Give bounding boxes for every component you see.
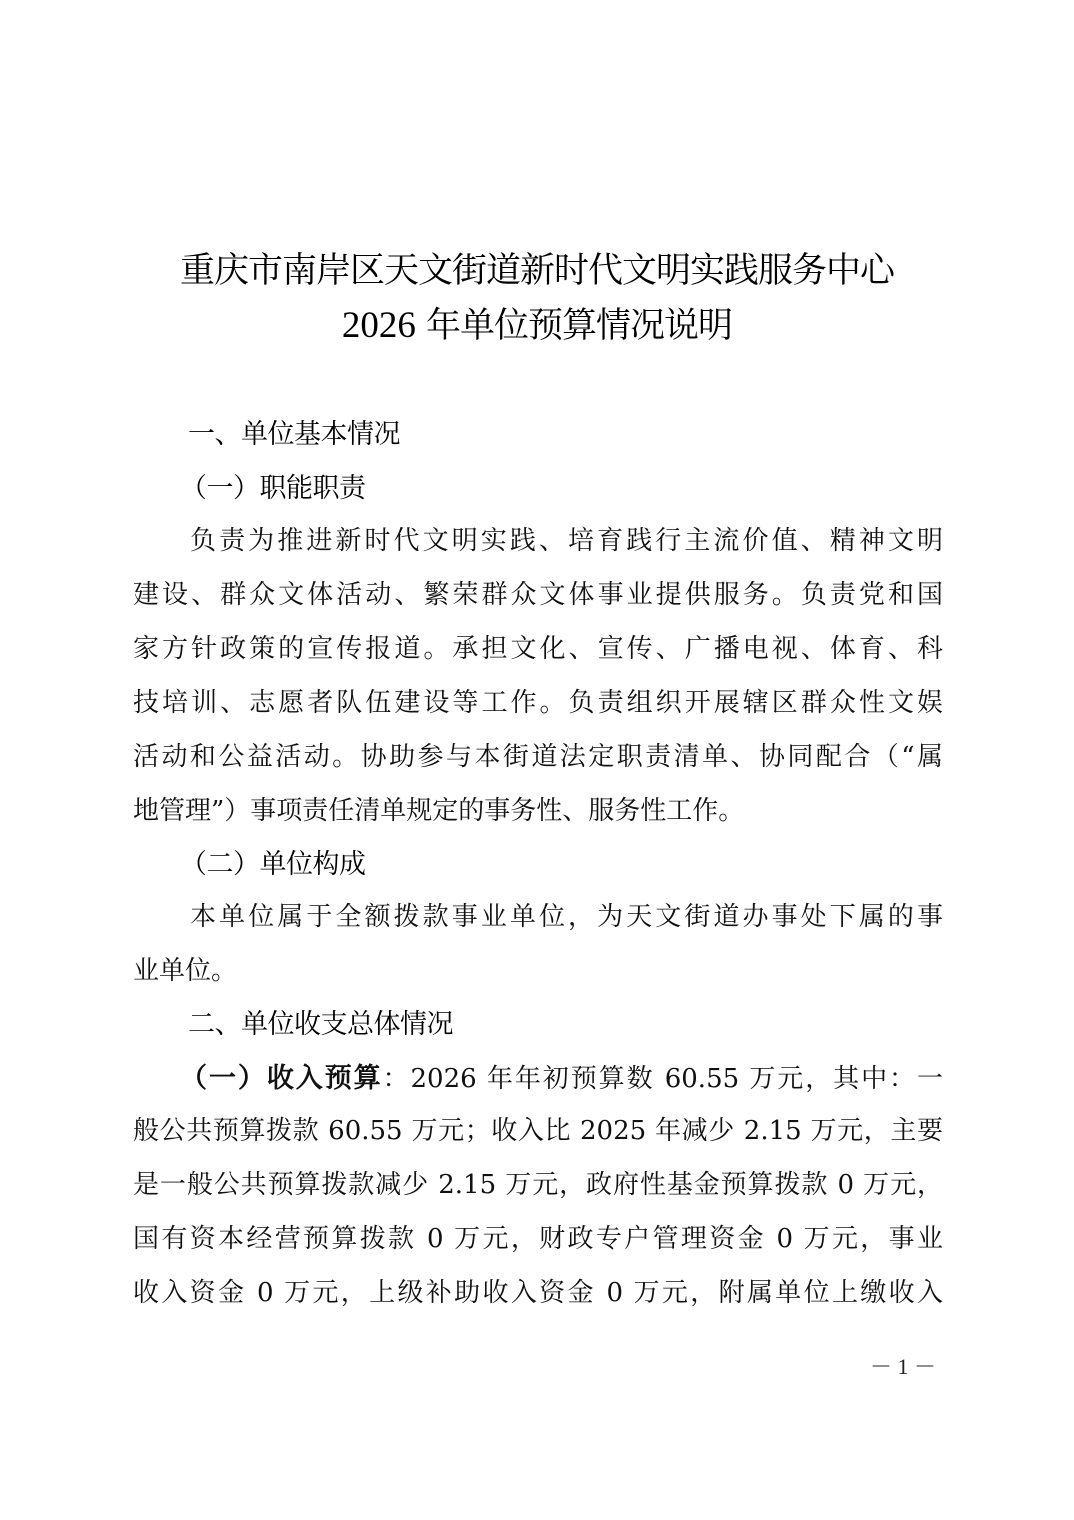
section-2-heading: 二、单位收支总体情况 (188, 1009, 453, 1040)
paragraph-line: 家方针政策的宣传报道。承担文化、宣传、广播电视、体育、科 (133, 634, 943, 664)
paragraph-line: 本单位属于全额拨款事业单位，为天文街道办事处下属的事 (190, 902, 943, 932)
paragraph-line: 活动和公益活动。协助参与本街道法定职责清单、协同配合（“属 (133, 742, 943, 772)
section-1-heading: 一、单位基本情况 (188, 419, 400, 450)
page-number: － 1 － (870, 1354, 937, 1379)
document-title-line-2 (0, 298, 1074, 348)
paragraph-line: 般公共预算拨款 60.55 万元；收入比 2025 年减少 2.15 万元，主要 (133, 1116, 943, 1146)
paragraph-line: 是一般公共预算拨款减少 2.15 万元，政府性基金预算拨款 0 万元， (133, 1170, 943, 1200)
income-budget-text: ：2026 年年初预算数 60.55 万元，其中：一 (382, 1064, 943, 1094)
paragraph-line: 收入资金 0 万元，上级补助收入资金 0 万元，附属单位上缴收入 (133, 1278, 943, 1308)
title-year: 2026 (341, 305, 416, 346)
paragraph-line (180, 1056, 943, 1095)
paragraph-line: 技培训、志愿者队伍建设等工作。负责组织开展辖区群众性文娱 (133, 688, 943, 718)
paragraph-line: 业单位。 (133, 956, 238, 986)
paragraph-line: 建设、群众文体活动、繁荣群众文体事业提供服务。负责党和国 (133, 580, 943, 610)
paragraph-line: 国有资本经营预算拨款 0 万元，财政专户管理资金 0 万元，事业 (133, 1224, 943, 1254)
document-title-line-1: 重庆市南岸区天文街道新时代文明实践服务中心 (179, 251, 894, 291)
paragraph-line: 地管理”）事项责任清单规定的事务性、服务性工作。 (133, 796, 745, 826)
title-rest: 年单位预算情况说明 (415, 306, 733, 346)
section-1-1-heading: （一）职能职责 (180, 473, 366, 504)
income-budget-label: （一）收入预算 (180, 1063, 383, 1094)
section-1-2-heading: （二）单位构成 (180, 849, 366, 880)
paragraph-line: 负责为推进新时代文明实践、培育践行主流价值、精神文明 (190, 526, 943, 556)
